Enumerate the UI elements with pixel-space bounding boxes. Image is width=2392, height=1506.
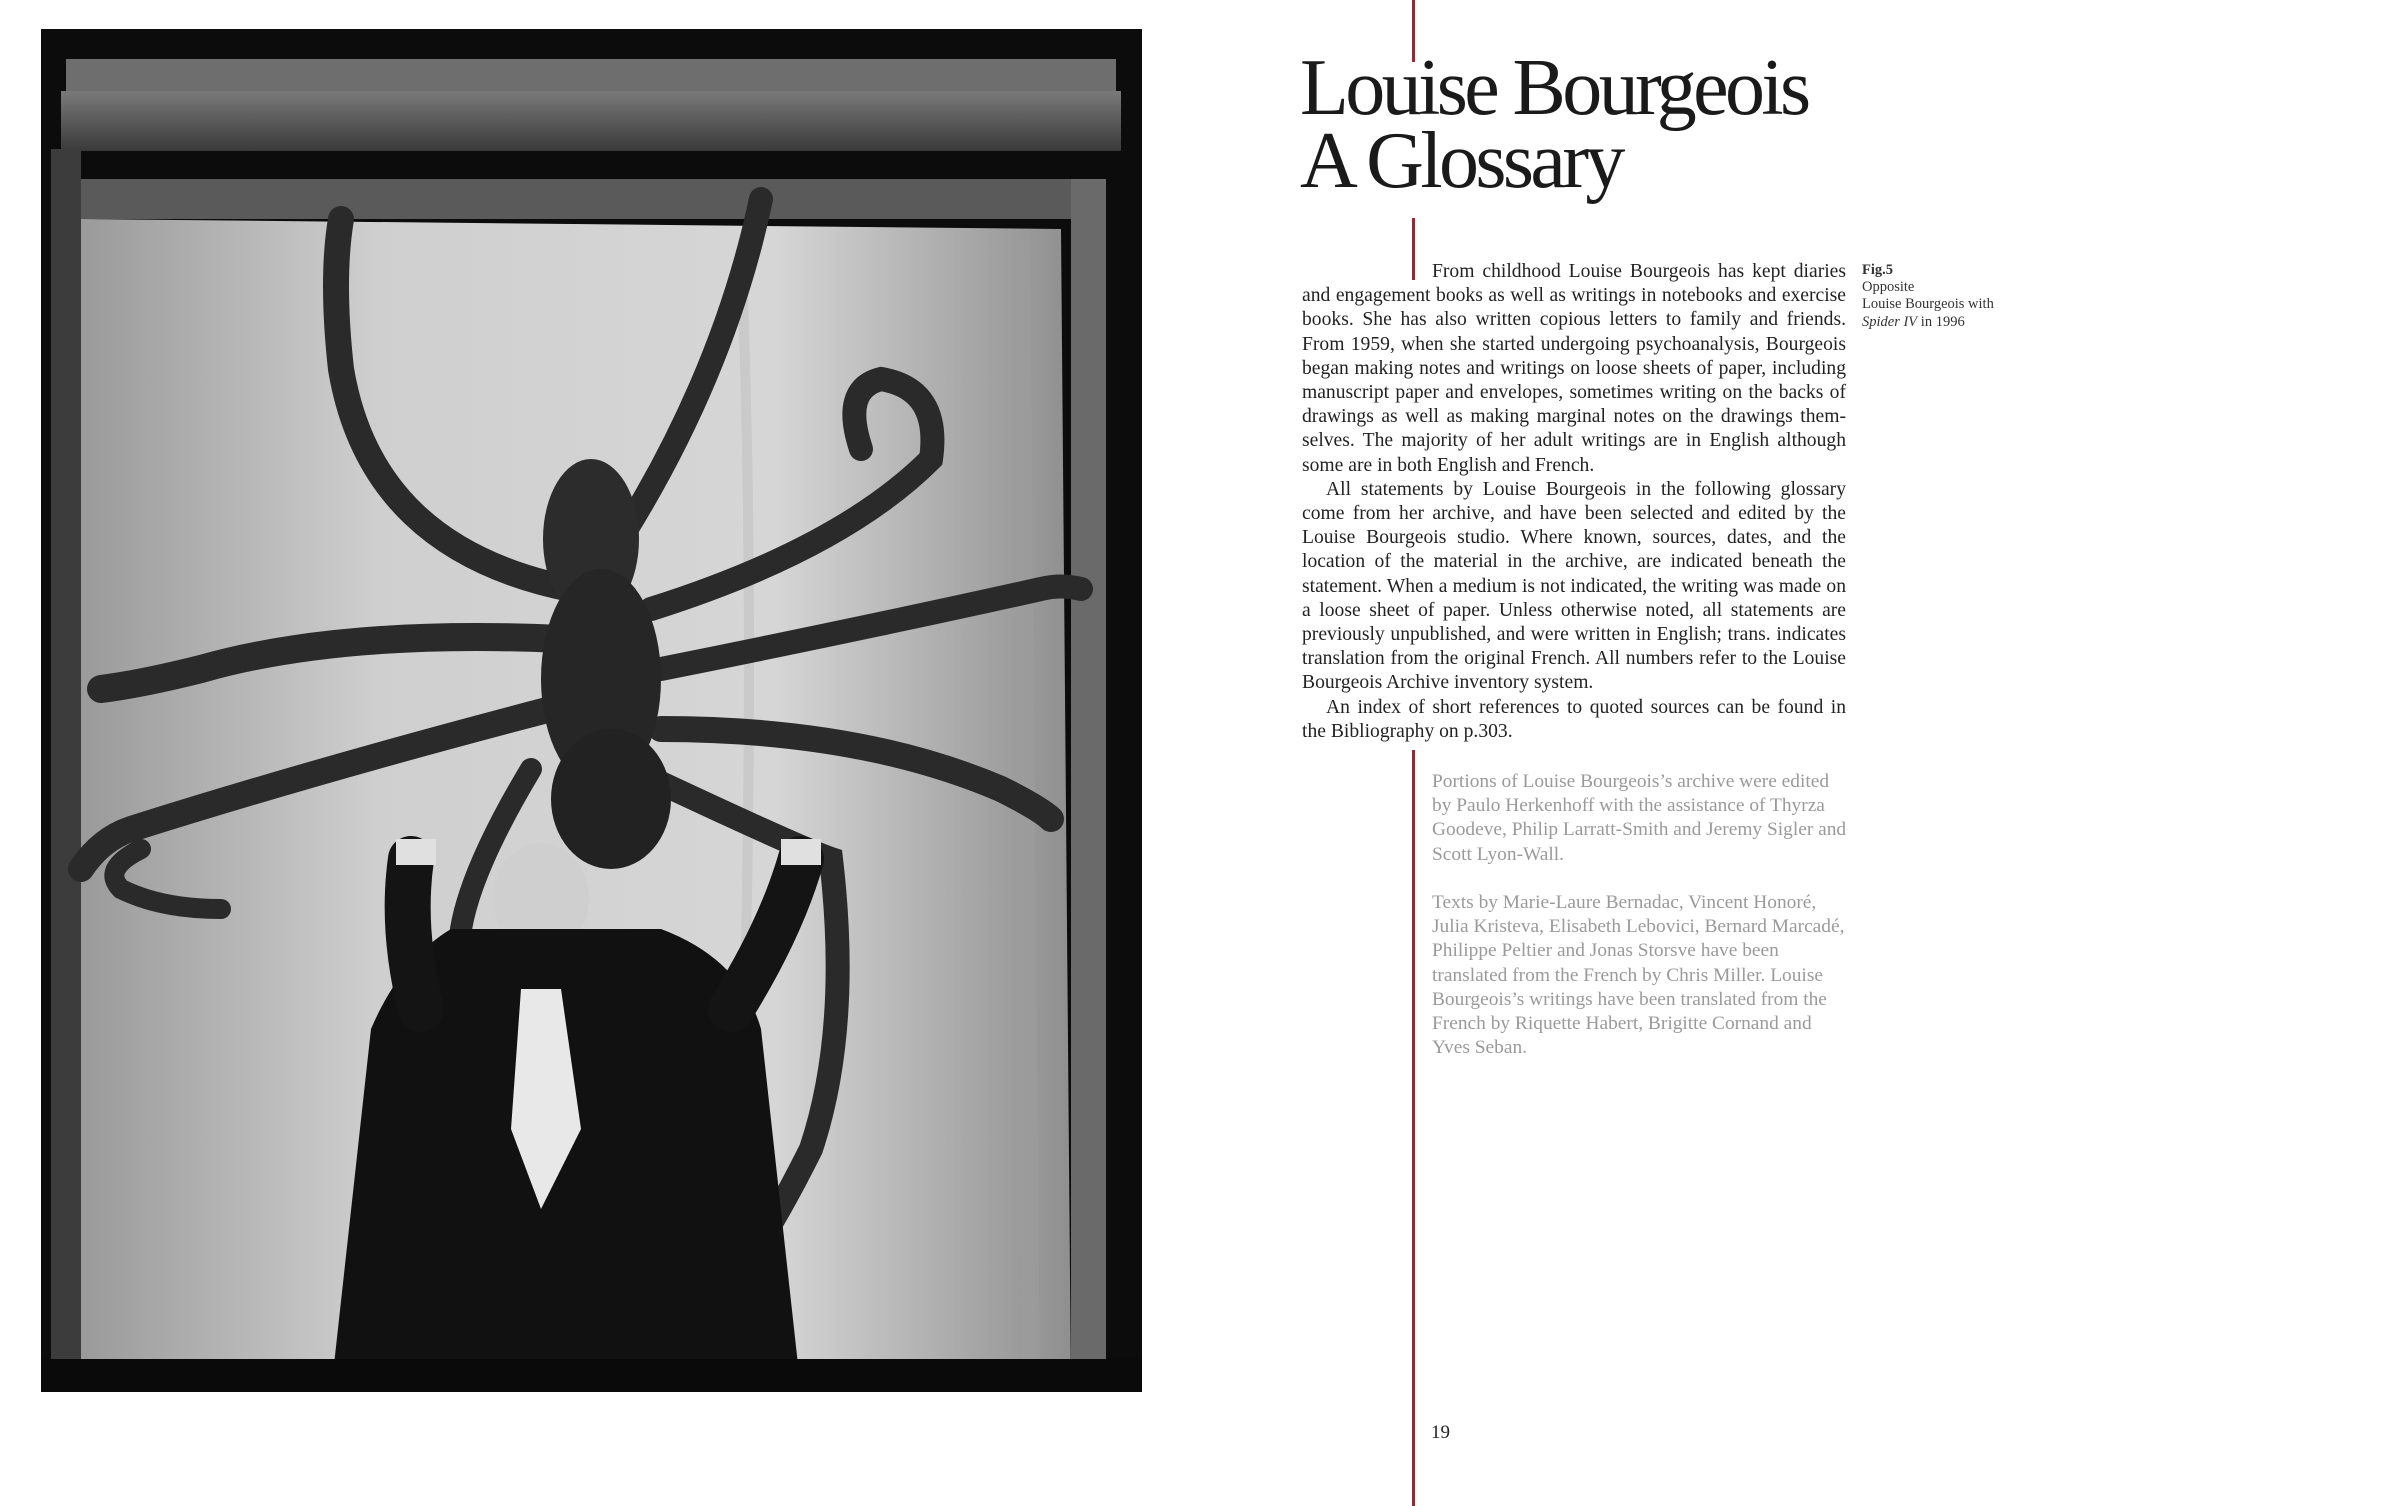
photo-illustration [41,29,1142,1392]
credits-editors [1432,770,1852,867]
spider-photo [41,29,1142,1392]
caption-line-3 [1862,314,2022,331]
page-title [1300,44,1808,205]
figure-number: Fig.5 [1862,262,1894,278]
credits-paragraph-1: Portions of Louise Bourgeois’s archive were edited by Paulo Herkenhoff with the assistance of Thyrza Goodeve, Philip Larratt-Smith and Jeremy Sigler and Scott Lyon-Wall. [1432,771,1847,865]
figure-caption [1862,262,2022,331]
paragraph-3: An index of short references to quoted sources can be found in the Bibliography on p.303. [1302,696,1846,742]
gutter-rule-bottom [1412,750,1415,1506]
credits-paragraph-2: Texts by Marie-Laure Bernadac, Vincent Honoré, Julia Kristeva, Elisabeth Lebovici, Bernard Marcadé, Philippe Peltier and Jonas Storsve have been translated from the French by Chris Miller. Louise Bourgeois’s writings have been translated from the French by Riquette Habert, Brigitte Cornand and Yves Seban. [1432,892,1845,1059]
caption-year: in 1996 [1917,313,1965,330]
title-line-1: Louise Bourgeois [1300,44,1808,132]
caption-line-1: Opposite [1862,279,1915,296]
title-line-2: A Glossary [1300,117,1622,205]
paragraph-2: All statements by Louise Bourgeois in the following glossary come from her archive, and have been selected and edited by the Louise Bourgeois studio. Where known, sources, dates, and the location of the material in the archive, are indicated beneath the statement. When a medium is not indicated, the writing was made on a loose sheet of paper. Unless otherwise noted, all statements are previously unpublished, and were written in English; trans. indicates translation from the original French. All numbers refer to the Louise Bourgeois Archive inventory system. [1302,478,1846,694]
caption-line-2: Louise Bourgeois with [1862,296,1994,313]
work-title: Spider IV [1862,313,1918,330]
credits-translators [1432,891,1852,1060]
introduction-text [1302,260,1846,744]
paragraph-1: From childhood Louise Bourgeois has kept diaries and engagement books as well as writings in notebooks and exercise books. She has also written copious letters to family and friends. From 1959, when she started undergoing psychoanalysis, Bourgeois began making notes and writings on loose sheets of paper, including manuscript paper and envelopes, sometimes writing on the backs of drawings as well as making marginal notes on the drawings themselves. The majority of her adult writings are in English although some are in both English and French. [1302,261,1846,476]
page-number: 19 [1431,1422,1450,1443]
